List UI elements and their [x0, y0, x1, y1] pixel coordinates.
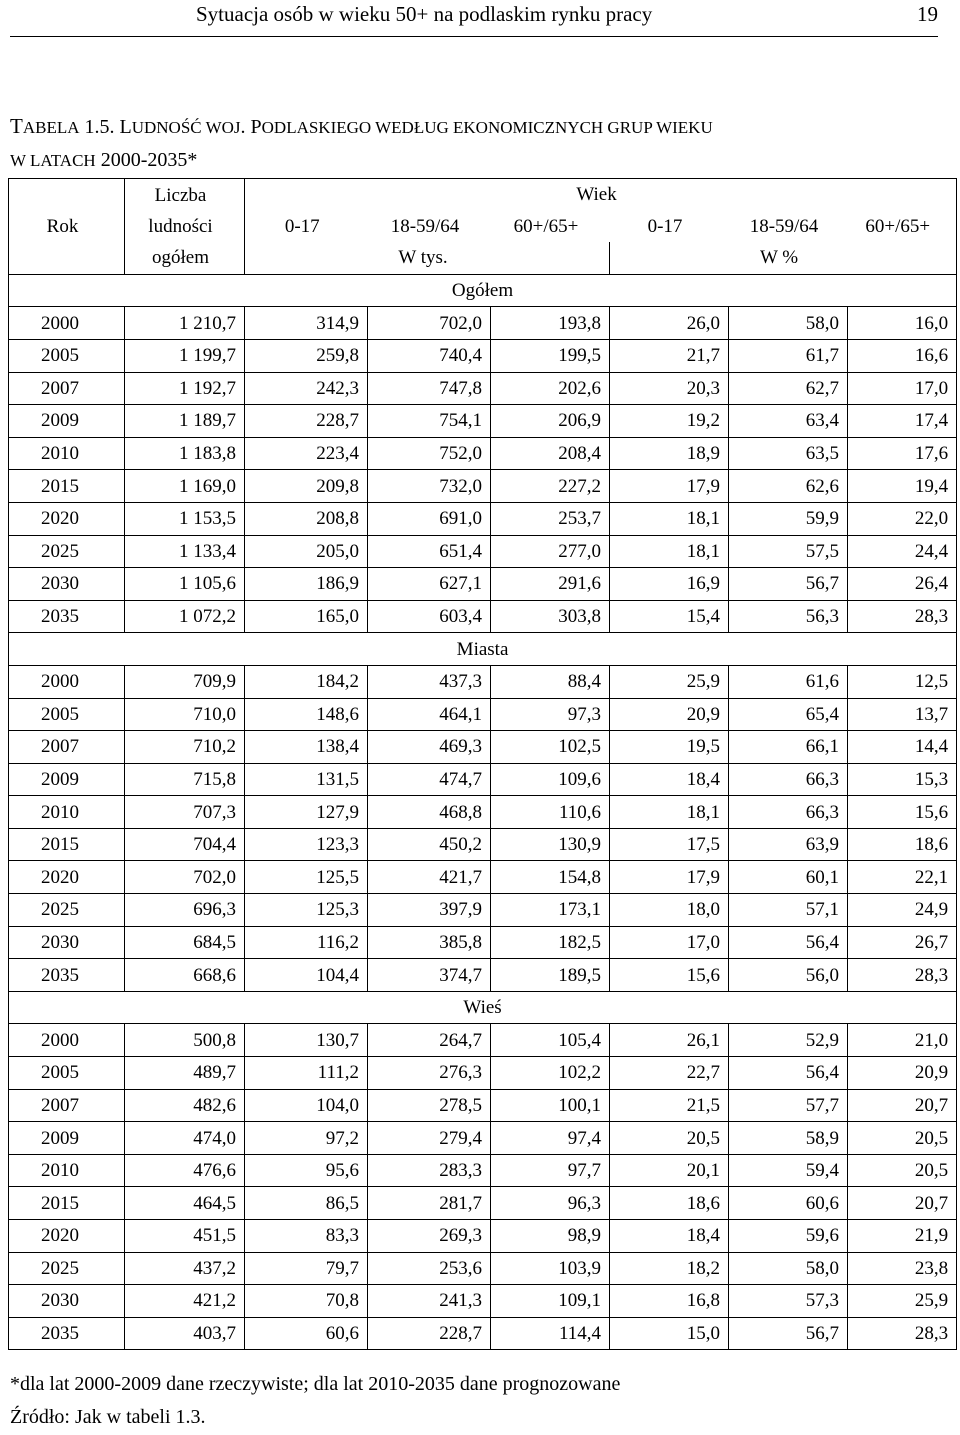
value-cell: 202,6 — [491, 372, 610, 405]
value-cell: 123,3 — [245, 828, 368, 861]
value-cell: 241,3 — [368, 1285, 491, 1318]
value-cell: 374,7 — [368, 959, 491, 992]
value-cell: 131,5 — [245, 763, 368, 796]
value-cell: 18,1 — [610, 535, 729, 568]
value-cell: 732,0 — [368, 470, 491, 503]
source-note: Źródło: Jak w tabeli 1.3. — [10, 1406, 206, 1428]
value-cell: 56,7 — [729, 1317, 848, 1350]
table-row — [9, 1285, 957, 1318]
value-cell: 691,0 — [368, 502, 491, 535]
table-row — [9, 1122, 957, 1155]
value-cell: 1 183,8 — [125, 437, 245, 470]
value-cell: 26,1 — [610, 1024, 729, 1057]
section-row — [9, 274, 957, 307]
year-cell: 2009 — [9, 405, 125, 438]
value-cell: 1 105,6 — [125, 568, 245, 601]
value-cell: 61,6 — [729, 665, 848, 698]
section-title: Wieś — [9, 991, 957, 1024]
year-cell: 2035 — [9, 600, 125, 633]
table-row — [9, 1089, 957, 1122]
year-cell: 2000 — [9, 665, 125, 698]
value-cell: 25,9 — [848, 1285, 957, 1318]
table-row — [9, 731, 957, 764]
year-cell: 2000 — [9, 307, 125, 340]
value-cell: 97,2 — [245, 1122, 368, 1155]
value-cell: 79,7 — [245, 1252, 368, 1285]
value-cell: 279,4 — [368, 1122, 491, 1155]
value-cell: 208,8 — [245, 502, 368, 535]
value-cell: 17,0 — [848, 372, 957, 405]
table-row — [9, 698, 957, 731]
year-cell: 2035 — [9, 959, 125, 992]
value-cell: 24,4 — [848, 535, 957, 568]
value-cell: 60,1 — [729, 861, 848, 894]
value-cell: 62,7 — [729, 372, 848, 405]
value-cell: 18,1 — [610, 502, 729, 535]
value-cell: 21,0 — [848, 1024, 957, 1057]
value-cell: 56,0 — [729, 959, 848, 992]
section-row — [9, 633, 957, 666]
table-row — [9, 1220, 957, 1253]
value-cell: 15,0 — [610, 1317, 729, 1350]
value-cell: 228,7 — [245, 405, 368, 438]
value-cell: 278,5 — [368, 1089, 491, 1122]
year-cell: 2015 — [9, 470, 125, 503]
value-cell: 707,3 — [125, 796, 245, 829]
year-cell: 2020 — [9, 1220, 125, 1253]
value-cell: 702,0 — [368, 307, 491, 340]
header-age: 18-59/64 — [390, 215, 460, 237]
value-cell: 61,7 — [729, 339, 848, 372]
value-cell: 1 192,7 — [125, 372, 245, 405]
value-cell: 269,3 — [368, 1220, 491, 1253]
value-cell: 1 133,4 — [125, 535, 245, 568]
value-cell: 16,6 — [848, 339, 957, 372]
value-cell: 28,3 — [848, 959, 957, 992]
value-cell: 17,4 — [848, 405, 957, 438]
header-liczba: Liczba ludności ogółem — [125, 179, 245, 275]
value-cell: 63,5 — [729, 437, 848, 470]
caption-line-1: TABELA 1.5. LUDNOŚĆ WOJ. PODLASKIEGO WEDŁUG EKONOMICZNYCH GRUP WIEKU — [10, 114, 713, 138]
value-cell: 63,9 — [729, 828, 848, 861]
value-cell: 20,5 — [610, 1122, 729, 1155]
value-cell: 58,0 — [729, 307, 848, 340]
value-cell: 228,7 — [368, 1317, 491, 1350]
value-cell: 15,6 — [848, 796, 957, 829]
value-cell: 450,2 — [368, 828, 491, 861]
value-cell: 109,6 — [491, 763, 610, 796]
value-cell: 20,9 — [848, 1057, 957, 1090]
value-cell: 17,9 — [610, 470, 729, 503]
section-title: Miasta — [9, 633, 957, 666]
value-cell: 17,9 — [610, 861, 729, 894]
year-cell: 2030 — [9, 568, 125, 601]
table-row — [9, 1057, 957, 1090]
value-cell: 15,4 — [610, 600, 729, 633]
value-cell: 668,6 — [125, 959, 245, 992]
value-cell: 20,5 — [848, 1122, 957, 1155]
table-row — [9, 470, 957, 503]
value-cell: 17,6 — [848, 437, 957, 470]
value-cell: 19,2 — [610, 405, 729, 438]
value-cell: 111,2 — [245, 1057, 368, 1090]
value-cell: 182,5 — [491, 926, 610, 959]
table-row — [9, 959, 957, 992]
value-cell: 474,0 — [125, 1122, 245, 1155]
value-cell: 165,0 — [245, 600, 368, 633]
value-cell: 1 153,5 — [125, 502, 245, 535]
value-cell: 1 210,7 — [125, 307, 245, 340]
value-cell: 104,4 — [245, 959, 368, 992]
value-cell: 20,7 — [848, 1187, 957, 1220]
header-unit-pct: W % — [610, 242, 957, 274]
section-title: Ogółem — [9, 274, 957, 307]
value-cell: 385,8 — [368, 926, 491, 959]
value-cell: 18,4 — [610, 1220, 729, 1253]
value-cell: 1 072,2 — [125, 600, 245, 633]
value-cell: 114,4 — [491, 1317, 610, 1350]
value-cell: 277,0 — [491, 535, 610, 568]
year-cell: 2005 — [9, 339, 125, 372]
table-row — [9, 926, 957, 959]
table-caption — [10, 110, 940, 177]
value-cell: 97,3 — [491, 698, 610, 731]
value-cell: 21,7 — [610, 339, 729, 372]
header-age: 18-59/64 — [749, 215, 819, 237]
value-cell: 56,4 — [729, 926, 848, 959]
value-cell: 19,5 — [610, 731, 729, 764]
value-cell: 1 169,0 — [125, 470, 245, 503]
value-cell: 208,4 — [491, 437, 610, 470]
value-cell: 704,4 — [125, 828, 245, 861]
value-cell: 109,1 — [491, 1285, 610, 1318]
table-row — [9, 437, 957, 470]
value-cell: 28,3 — [848, 600, 957, 633]
value-cell: 500,8 — [125, 1024, 245, 1057]
population-table — [8, 178, 957, 1350]
value-cell: 193,8 — [491, 307, 610, 340]
value-cell: 57,1 — [729, 894, 848, 927]
value-cell: 65,4 — [729, 698, 848, 731]
page-header — [10, 0, 938, 37]
value-cell: 18,6 — [848, 828, 957, 861]
year-cell: 2020 — [9, 502, 125, 535]
table-row — [9, 1317, 957, 1350]
value-cell: 97,7 — [491, 1154, 610, 1187]
table-row — [9, 1252, 957, 1285]
value-cell: 14,4 — [848, 731, 957, 764]
value-cell: 710,2 — [125, 731, 245, 764]
value-cell: 104,0 — [245, 1089, 368, 1122]
value-cell: 102,2 — [491, 1057, 610, 1090]
value-cell: 199,5 — [491, 339, 610, 372]
year-cell: 2009 — [9, 1122, 125, 1155]
value-cell: 57,5 — [729, 535, 848, 568]
page-number: 19 — [917, 2, 938, 26]
value-cell: 474,7 — [368, 763, 491, 796]
caption-line-2: W LATACH 2000-2035* — [10, 149, 198, 171]
value-cell: 66,3 — [729, 763, 848, 796]
value-cell: 264,7 — [368, 1024, 491, 1057]
table-row — [9, 502, 957, 535]
value-cell: 18,2 — [610, 1252, 729, 1285]
year-cell: 2025 — [9, 894, 125, 927]
table-row — [9, 861, 957, 894]
value-cell: 710,0 — [125, 698, 245, 731]
value-cell: 59,4 — [729, 1154, 848, 1187]
value-cell: 754,1 — [368, 405, 491, 438]
table-row — [9, 535, 957, 568]
value-cell: 476,6 — [125, 1154, 245, 1187]
value-cell: 154,8 — [491, 861, 610, 894]
value-cell: 403,7 — [125, 1317, 245, 1350]
value-cell: 26,0 — [610, 307, 729, 340]
value-cell: 421,7 — [368, 861, 491, 894]
value-cell: 13,7 — [848, 698, 957, 731]
value-cell: 21,9 — [848, 1220, 957, 1253]
value-cell: 283,3 — [368, 1154, 491, 1187]
value-cell: 20,9 — [610, 698, 729, 731]
value-cell: 469,3 — [368, 731, 491, 764]
value-cell: 17,5 — [610, 828, 729, 861]
year-cell: 2025 — [9, 1252, 125, 1285]
value-cell: 95,6 — [245, 1154, 368, 1187]
value-cell: 130,9 — [491, 828, 610, 861]
value-cell: 223,4 — [245, 437, 368, 470]
value-cell: 468,8 — [368, 796, 491, 829]
value-cell: 189,5 — [491, 959, 610, 992]
value-cell: 56,4 — [729, 1057, 848, 1090]
value-cell: 173,1 — [491, 894, 610, 927]
value-cell: 25,9 — [610, 665, 729, 698]
value-cell: 702,0 — [125, 861, 245, 894]
value-cell: 696,3 — [125, 894, 245, 927]
value-cell: 281,7 — [368, 1187, 491, 1220]
value-cell: 57,7 — [729, 1089, 848, 1122]
year-cell: 2015 — [9, 1187, 125, 1220]
header-age: 0-17 — [647, 215, 683, 237]
header-age: 60+/65+ — [513, 215, 579, 237]
value-cell: 125,3 — [245, 894, 368, 927]
value-cell: 58,9 — [729, 1122, 848, 1155]
value-cell: 18,0 — [610, 894, 729, 927]
value-cell: 421,2 — [125, 1285, 245, 1318]
value-cell: 26,7 — [848, 926, 957, 959]
value-cell: 102,5 — [491, 731, 610, 764]
value-cell: 20,7 — [848, 1089, 957, 1122]
value-cell: 489,7 — [125, 1057, 245, 1090]
value-cell: 148,6 — [245, 698, 368, 731]
table-row — [9, 828, 957, 861]
value-cell: 227,2 — [491, 470, 610, 503]
value-cell: 15,6 — [610, 959, 729, 992]
year-cell: 2030 — [9, 926, 125, 959]
value-cell: 18,6 — [610, 1187, 729, 1220]
header-rok: Rok — [9, 179, 125, 275]
value-cell: 28,3 — [848, 1317, 957, 1350]
value-cell: 752,0 — [368, 437, 491, 470]
value-cell: 19,4 — [848, 470, 957, 503]
value-cell: 1 199,7 — [125, 339, 245, 372]
value-cell: 97,4 — [491, 1122, 610, 1155]
header-wiek: Wiek — [245, 179, 957, 211]
year-cell: 2007 — [9, 372, 125, 405]
value-cell: 209,8 — [245, 470, 368, 503]
value-cell: 314,9 — [245, 307, 368, 340]
value-cell: 18,1 — [610, 796, 729, 829]
header-age: 60+/65+ — [848, 211, 957, 243]
value-cell: 18,4 — [610, 763, 729, 796]
table-row — [9, 894, 957, 927]
value-cell: 16,0 — [848, 307, 957, 340]
table-row — [9, 1154, 957, 1187]
table-row — [9, 1187, 957, 1220]
value-cell: 205,0 — [245, 535, 368, 568]
year-cell: 2005 — [9, 1057, 125, 1090]
value-cell: 130,7 — [245, 1024, 368, 1057]
value-cell: 16,8 — [610, 1285, 729, 1318]
value-cell: 88,4 — [491, 665, 610, 698]
value-cell: 103,9 — [491, 1252, 610, 1285]
value-cell: 56,7 — [729, 568, 848, 601]
value-cell: 22,1 — [848, 861, 957, 894]
value-cell: 464,5 — [125, 1187, 245, 1220]
value-cell: 253,7 — [491, 502, 610, 535]
footnote: *dla lat 2000-2009 dane rzeczywiste; dla lat 2010-2035 dane prognozowane — [10, 1373, 621, 1395]
header-age: 0-17 — [245, 211, 368, 243]
value-cell: 1 189,7 — [125, 405, 245, 438]
value-cell: 20,1 — [610, 1154, 729, 1187]
value-cell: 100,1 — [491, 1089, 610, 1122]
value-cell: 20,3 — [610, 372, 729, 405]
header-unit-tys: W tys. — [245, 242, 610, 274]
running-title: Sytuacja osób w wieku 50+ na podlaskim rynku pracy — [196, 2, 653, 26]
value-cell: 26,4 — [848, 568, 957, 601]
table-row — [9, 339, 957, 372]
value-cell: 66,3 — [729, 796, 848, 829]
value-cell: 12,5 — [848, 665, 957, 698]
value-cell: 437,2 — [125, 1252, 245, 1285]
value-cell: 684,5 — [125, 926, 245, 959]
value-cell: 59,9 — [729, 502, 848, 535]
year-cell: 2010 — [9, 796, 125, 829]
year-cell: 2000 — [9, 1024, 125, 1057]
value-cell: 60,6 — [729, 1187, 848, 1220]
value-cell: 437,3 — [368, 665, 491, 698]
year-cell: 2010 — [9, 1154, 125, 1187]
value-cell: 56,3 — [729, 600, 848, 633]
value-cell: 110,6 — [491, 796, 610, 829]
value-cell: 83,3 — [245, 1220, 368, 1253]
value-cell: 66,1 — [729, 731, 848, 764]
value-cell: 138,4 — [245, 731, 368, 764]
value-cell: 715,8 — [125, 763, 245, 796]
value-cell: 482,6 — [125, 1089, 245, 1122]
value-cell: 58,0 — [729, 1252, 848, 1285]
year-cell: 2010 — [9, 437, 125, 470]
table-row — [9, 665, 957, 698]
value-cell: 303,8 — [491, 600, 610, 633]
value-cell: 60,6 — [245, 1317, 368, 1350]
table-row — [9, 307, 957, 340]
value-cell: 24,9 — [848, 894, 957, 927]
value-cell: 206,9 — [491, 405, 610, 438]
value-cell: 63,4 — [729, 405, 848, 438]
value-cell: 22,7 — [610, 1057, 729, 1090]
year-cell: 2030 — [9, 1285, 125, 1318]
value-cell: 116,2 — [245, 926, 368, 959]
table-row — [9, 568, 957, 601]
value-cell: 127,9 — [245, 796, 368, 829]
value-cell: 747,8 — [368, 372, 491, 405]
value-cell: 709,9 — [125, 665, 245, 698]
table-row — [9, 405, 957, 438]
table-row — [9, 1024, 957, 1057]
value-cell: 98,9 — [491, 1220, 610, 1253]
year-cell: 2007 — [9, 1089, 125, 1122]
value-cell: 21,5 — [610, 1089, 729, 1122]
value-cell: 96,3 — [491, 1187, 610, 1220]
table-row — [9, 763, 957, 796]
value-cell: 52,9 — [729, 1024, 848, 1057]
value-cell: 397,9 — [368, 894, 491, 927]
value-cell: 20,5 — [848, 1154, 957, 1187]
year-cell: 2009 — [9, 763, 125, 796]
value-cell: 125,5 — [245, 861, 368, 894]
value-cell: 276,3 — [368, 1057, 491, 1090]
value-cell: 186,9 — [245, 568, 368, 601]
year-cell: 2020 — [9, 861, 125, 894]
value-cell: 253,6 — [368, 1252, 491, 1285]
value-cell: 17,0 — [610, 926, 729, 959]
value-cell: 651,4 — [368, 535, 491, 568]
year-cell: 2035 — [9, 1317, 125, 1350]
year-cell: 2025 — [9, 535, 125, 568]
value-cell: 259,8 — [245, 339, 368, 372]
value-cell: 23,8 — [848, 1252, 957, 1285]
table-row — [9, 796, 957, 829]
value-cell: 70,8 — [245, 1285, 368, 1318]
year-cell: 2005 — [9, 698, 125, 731]
year-cell: 2015 — [9, 828, 125, 861]
value-cell: 451,5 — [125, 1220, 245, 1253]
value-cell: 740,4 — [368, 339, 491, 372]
value-cell: 105,4 — [491, 1024, 610, 1057]
value-cell: 18,9 — [610, 437, 729, 470]
table-row — [9, 600, 957, 633]
value-cell: 22,0 — [848, 502, 957, 535]
value-cell: 184,2 — [245, 665, 368, 698]
value-cell: 16,9 — [610, 568, 729, 601]
value-cell: 57,3 — [729, 1285, 848, 1318]
value-cell: 627,1 — [368, 568, 491, 601]
value-cell: 242,3 — [245, 372, 368, 405]
table-row — [9, 372, 957, 405]
value-cell: 62,6 — [729, 470, 848, 503]
value-cell: 15,3 — [848, 763, 957, 796]
value-cell: 59,6 — [729, 1220, 848, 1253]
value-cell: 291,6 — [491, 568, 610, 601]
value-cell: 86,5 — [245, 1187, 368, 1220]
section-row — [9, 991, 957, 1024]
value-cell: 603,4 — [368, 600, 491, 633]
value-cell: 464,1 — [368, 698, 491, 731]
year-cell: 2007 — [9, 731, 125, 764]
